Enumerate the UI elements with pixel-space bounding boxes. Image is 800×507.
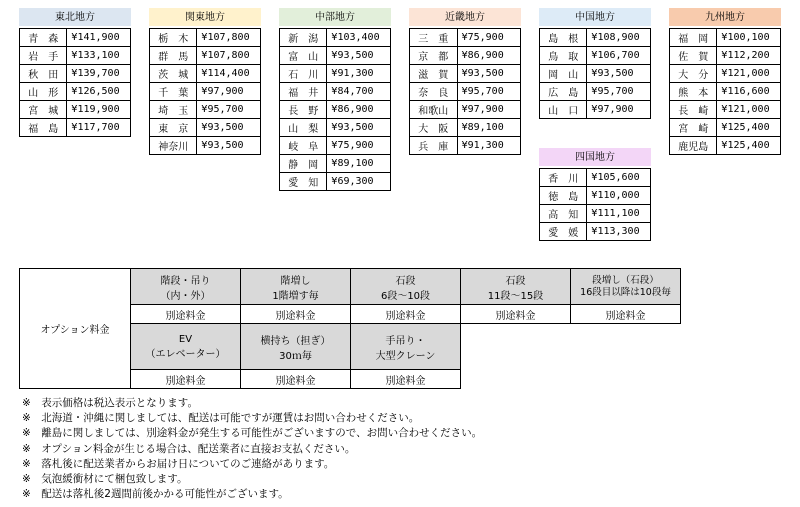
prefecture-name: 石 川 (280, 65, 327, 83)
option-header: 石段 6段～10段 (351, 269, 461, 305)
shipping-price: ¥125,400 (717, 137, 781, 155)
shipping-price: ¥69,300 (327, 173, 391, 191)
table-row (20, 101, 131, 119)
prefecture-name: 岐 阜 (280, 137, 327, 155)
table-row (410, 47, 521, 65)
prefecture-name: 鳥 取 (540, 47, 587, 65)
shipping-price: ¥121,000 (717, 65, 781, 83)
prefecture-name: 静 岡 (280, 155, 327, 173)
table-row (540, 169, 651, 187)
prefecture-name: 高 知 (540, 205, 587, 223)
shipping-price: ¥107,800 (197, 47, 261, 65)
price-table (409, 28, 521, 155)
option-header: 手吊り・ 大型クレーン (351, 324, 461, 370)
prefecture-name: 茨 城 (150, 65, 197, 83)
shipping-price: ¥89,100 (457, 119, 520, 137)
table-row (20, 119, 131, 137)
shipping-price: ¥110,000 (587, 187, 651, 205)
table-row (280, 83, 391, 101)
option-price: 別途料金 (351, 370, 461, 389)
option-header: 横持ち（担ぎ） 30ｍ毎 (241, 324, 351, 370)
table-row (20, 83, 131, 101)
table-row (150, 83, 261, 101)
option-price: 別途料金 (461, 305, 571, 324)
shipping-price: ¥91,300 (457, 137, 520, 155)
shipping-price: ¥111,100 (587, 205, 651, 223)
note-line: ※ 離島に関しましては、別途料金が発生する可能性がございますので、お問い合わせください。 (22, 427, 483, 440)
table-row (540, 29, 651, 47)
price-table (279, 28, 391, 191)
table-row (410, 137, 521, 155)
prefecture-name: 宮 城 (20, 101, 67, 119)
option-price: 別途料金 (241, 370, 351, 389)
option-header: 階段・吊り （内・外） (131, 269, 241, 305)
shipping-price: ¥126,500 (67, 83, 131, 101)
empty-cell (461, 324, 681, 389)
table-row (670, 29, 781, 47)
prefecture-name: 兵 庫 (410, 137, 458, 155)
region-title: 九州地方 (669, 8, 781, 26)
table-row (410, 29, 521, 47)
region-title: 中部地方 (279, 8, 391, 26)
table-row (20, 47, 131, 65)
shipping-price: ¥113,300 (587, 223, 651, 241)
shipping-price: ¥125,400 (717, 119, 781, 137)
option-price: 別途料金 (131, 370, 241, 389)
shipping-price: ¥116,600 (717, 83, 781, 101)
shipping-price: ¥93,500 (197, 119, 261, 137)
shipping-price: ¥141,900 (67, 29, 131, 47)
table-row (280, 47, 391, 65)
prefecture-name: 栃 木 (150, 29, 197, 47)
table-row (540, 101, 651, 119)
prefecture-name: 徳 島 (540, 187, 587, 205)
shipping-price: ¥117,700 (67, 119, 131, 137)
shipping-price: ¥93,500 (587, 65, 651, 83)
price-table (669, 28, 781, 155)
region-title: 東北地方 (19, 8, 131, 26)
price-table (19, 28, 131, 137)
prefecture-name: 山 口 (540, 101, 587, 119)
shipping-price: ¥91,300 (327, 65, 391, 83)
region-kinki (409, 8, 521, 155)
shipping-price: ¥93,500 (197, 137, 261, 155)
prefecture-name: 富 山 (280, 47, 327, 65)
region-chugoku (539, 8, 651, 119)
prefecture-name: 三 重 (410, 29, 458, 47)
prefecture-name: 宮 崎 (670, 119, 717, 137)
prefecture-name: 長 崎 (670, 101, 717, 119)
table-row (670, 101, 781, 119)
shipping-price: ¥93,500 (457, 65, 520, 83)
prefecture-name: 山 形 (20, 83, 67, 101)
shipping-price: ¥114,400 (197, 65, 261, 83)
prefecture-name: 青 森 (20, 29, 67, 47)
table-row (670, 137, 781, 155)
table-row (410, 119, 521, 137)
shipping-price: ¥95,700 (587, 83, 651, 101)
shipping-price: ¥103,400 (327, 29, 391, 47)
price-table (149, 28, 261, 155)
table-row (150, 137, 261, 155)
table-row (670, 119, 781, 137)
prefecture-name: 和歌山 (410, 101, 458, 119)
table-row (540, 47, 651, 65)
prefecture-name: 山 梨 (280, 119, 327, 137)
prefecture-name: 佐 賀 (670, 47, 717, 65)
table-row (280, 29, 391, 47)
shipping-price: ¥97,900 (457, 101, 520, 119)
options-label: オプション料金 (20, 269, 131, 389)
table-row (150, 65, 261, 83)
table-row (540, 65, 651, 83)
option-header: EV （エレベーター） (131, 324, 241, 370)
shipping-price: ¥84,700 (327, 83, 391, 101)
shipping-price: ¥139,700 (67, 65, 131, 83)
prefecture-name: 京 都 (410, 47, 458, 65)
shipping-price: ¥108,900 (587, 29, 651, 47)
option-price: 別途料金 (241, 305, 351, 324)
prefecture-name: 東 京 (150, 119, 197, 137)
prefecture-name: 岡 山 (540, 65, 587, 83)
table-row (150, 119, 261, 137)
prefecture-name: 群 馬 (150, 47, 197, 65)
shipping-price: ¥105,600 (587, 169, 651, 187)
shipping-price: ¥133,100 (67, 47, 131, 65)
prefecture-name: 奈 良 (410, 83, 458, 101)
region-kyushu (669, 8, 781, 155)
shipping-price: ¥107,800 (197, 29, 261, 47)
prefecture-name: 島 根 (540, 29, 587, 47)
prefecture-name: 熊 本 (670, 83, 717, 101)
table-row (540, 187, 651, 205)
note-line: ※ 気泡緩衝材にて梱包致します。 (22, 473, 188, 486)
option-header: 段増し（石段） 16段目以降は10段毎 (571, 269, 681, 305)
table-row (670, 83, 781, 101)
region-tohoku (19, 8, 131, 137)
table-row (150, 101, 261, 119)
shipping-price: ¥95,700 (457, 83, 520, 101)
prefecture-name: 大 阪 (410, 119, 458, 137)
shipping-price: ¥93,500 (327, 119, 391, 137)
shipping-price: ¥89,100 (327, 155, 391, 173)
shipping-price: ¥86,900 (327, 101, 391, 119)
table-row (150, 29, 261, 47)
table-row (540, 223, 651, 241)
price-table (539, 28, 651, 119)
table-row (280, 65, 391, 83)
table-row (280, 155, 391, 173)
region-title: 近畿地方 (409, 8, 521, 26)
region-title: 中国地方 (539, 8, 651, 26)
option-price: 別途料金 (351, 305, 461, 324)
region-title: 関東地方 (149, 8, 261, 26)
prefecture-name: 千 葉 (150, 83, 197, 101)
table-row (280, 101, 391, 119)
prefecture-name: 神奈川 (150, 137, 197, 155)
region-title: 四国地方 (539, 148, 651, 166)
prefecture-name: 大 分 (670, 65, 717, 83)
prefecture-name: 岩 手 (20, 47, 67, 65)
prefecture-name: 埼 玉 (150, 101, 197, 119)
note-line: ※ 表示価格は税込表示となります。 (22, 397, 198, 409)
region-chubu (279, 8, 391, 191)
table-row (280, 173, 391, 191)
note-line: ※ 配送は落札後2週間前後かかる可能性がございます。 (22, 488, 289, 501)
region-shikoku (539, 148, 651, 241)
shipping-price: ¥75,900 (327, 137, 391, 155)
table-row (280, 137, 391, 155)
table-row (410, 83, 521, 101)
note-line: ※ 北海道・沖縄に関しましては、配送は可能ですが運賃はお問い合わせください。 (22, 412, 420, 425)
note-line: ※ オプション料金が生じる場合は、配送業者に直接お支払ください。 (22, 442, 356, 455)
prefecture-name: 長 野 (280, 101, 327, 119)
table-row (410, 101, 521, 119)
table-row (670, 47, 781, 65)
shipping-price: ¥95,700 (197, 101, 261, 119)
shipping-price: ¥119,900 (67, 101, 131, 119)
prefecture-name: 福 井 (280, 83, 327, 101)
shipping-price: ¥93,500 (327, 47, 391, 65)
shipping-price: ¥86,900 (457, 47, 520, 65)
price-table (539, 168, 651, 241)
prefecture-name: 愛 媛 (540, 223, 587, 241)
prefecture-name: 福 岡 (670, 29, 717, 47)
notes (22, 396, 482, 502)
prefecture-name: 福 島 (20, 119, 67, 137)
region-kanto (149, 8, 261, 155)
shipping-price: ¥97,900 (197, 83, 261, 101)
prefecture-name: 新 潟 (280, 29, 327, 47)
table-row (410, 65, 521, 83)
option-price: 別途料金 (571, 305, 681, 324)
table-row (540, 205, 651, 223)
option-header: 階増し 1階増す毎 (241, 269, 351, 305)
shipping-price: ¥100,100 (717, 29, 781, 47)
shipping-price: ¥112,200 (717, 47, 781, 65)
option-header: 石段 11段～15段 (461, 269, 571, 305)
option-price: 別途料金 (131, 305, 241, 324)
shipping-price: ¥106,700 (587, 47, 651, 65)
prefecture-name: 滋 賀 (410, 65, 458, 83)
table-row (150, 47, 261, 65)
prefecture-name: 鹿児島 (670, 137, 717, 155)
prefecture-name: 広 島 (540, 83, 587, 101)
shipping-price: ¥121,000 (717, 101, 781, 119)
table-row (20, 65, 131, 83)
options-table (19, 268, 681, 389)
prefecture-name: 愛 知 (280, 173, 327, 191)
prefecture-name: 秋 田 (20, 65, 67, 83)
shipping-price: ¥75,900 (457, 29, 520, 47)
table-row (670, 65, 781, 83)
shipping-price: ¥97,900 (587, 101, 651, 119)
table-row (20, 29, 131, 47)
table-row (280, 119, 391, 137)
prefecture-name: 香 川 (540, 169, 587, 187)
table-row (540, 83, 651, 101)
note-line: ※ 落札後に配送業者からお届け日についてのご連絡があります。 (22, 457, 335, 470)
